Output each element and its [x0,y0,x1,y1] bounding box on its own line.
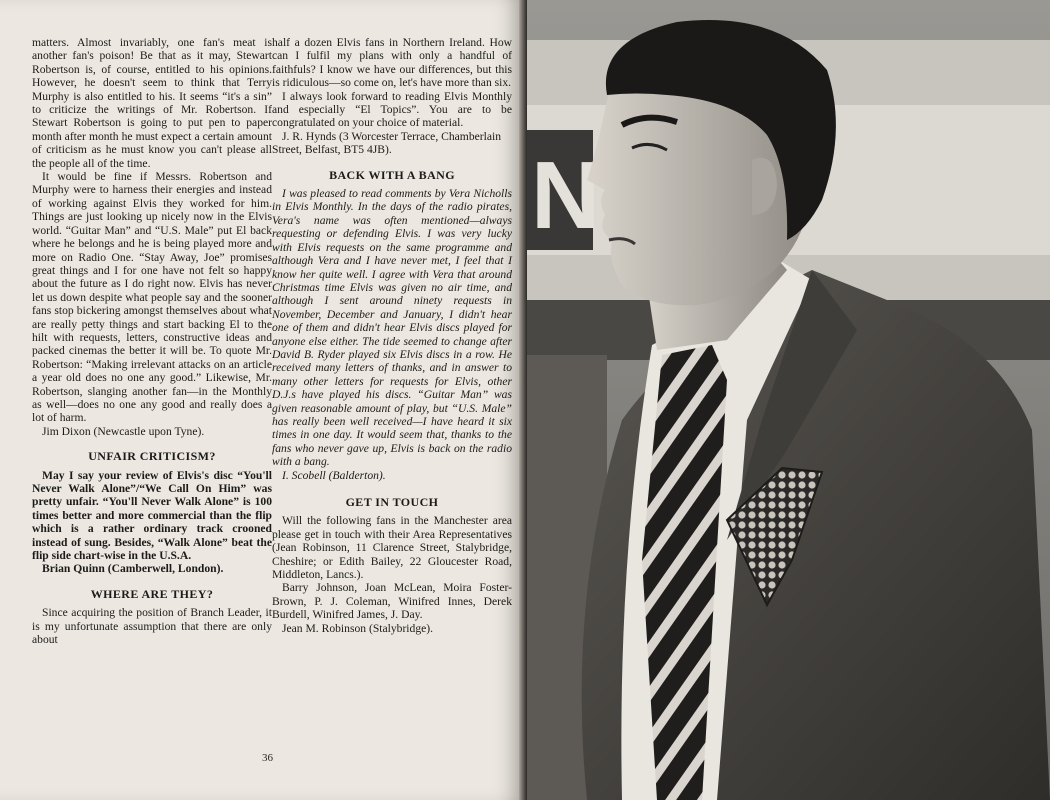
where-are-they-text-cont: half a dozen Elvis fans in Northern Ireland. How can I fulfil my plans with only a handful of faithfuls? I know we have our differences, but this is ridiculous—so come on, let's have more than six. [272,36,512,90]
page-gutter [519,0,527,800]
column-left [32,36,272,646]
opening-signature: Jim Dixon (Newcastle upon Tyne). [42,424,205,438]
photo-page [527,0,1050,800]
back-with-a-bang-signature: I. Scobell (Balderton). [282,468,386,482]
where-are-they-para-2: I always look forward to reading Elvis Monthly and especially “El Topics”. You are to be congratulated on your choice of material. [272,89,512,130]
get-in-touch-heading: GET IN TOUCH [345,495,439,509]
get-in-touch-para-1: Will the following fans in the Manchester area please get in touch with their Area Representatives (Jean Robinson, 11 Clarence Street, Stalybridge, Cheshire; or Edith Bailey, 22 Gloucester Road, Middleton, Lancs.). [272,514,512,582]
back-with-a-bang-heading: BACK WITH A BANG [329,167,455,182]
unfair-criticism-heading: UNFAIR CRITICISM? [88,449,216,464]
page-number: 36 [262,752,273,764]
unfair-criticism-signature: Brian Quinn (Camberwell, London). [42,562,224,576]
where-are-they-heading: WHERE ARE THEY? [90,586,214,601]
where-are-they-signature: J. R. Hynds (3 Worcester Terrace, Chamberlain Street, Belfast, BT5 4JB). [272,129,502,157]
column-right [272,36,512,635]
where-are-they-text-start: Since acquiring the position of Branch Leader, it is my unfortunate assumption that there are only about [32,606,272,647]
text-page [0,0,522,800]
sign-letter: N [531,142,601,249]
unfair-criticism-body: May I say your review of Elvis's disc “You'll Never Walk Alone”/“We Call On Him” was pretty unfair. “You'll Never Walk Alone” is 100 times better and more commercial than the flip which is a rather ordinary track crooned instead of sung. Besides, “Walk Alone” beat the flip side chart-wise in the U.S.A. [32,468,272,563]
opening-para-2: It would be fine if Messrs. Robertson and Murphy were to harness their energies and instead of working against Elvis they worked for him. Things are just looking up nicely now in the Elvis world. “Guitar Man” and “U.S. Male” put El back where he belongs and he is being played more and more on Radio One. “Stay Away, Joe” promises great things and I for one have not felt so happy about the future as I do right now. Elvis has never let us down despite what people say and the sooner fans stop bickering amongst themselves about what are really petty things and start backing El to the hilt with requests, letters, constructive ideas and packed cinemas the better it will be. To quote Mr. Robertson: “Making irrelevant attacks on an article a year old does no one any good.” Likewise, Mr. Robertson, slanging another fan—in the Monthly as well—does no one any good and really does a lot of harm. [32,170,272,425]
get-in-touch-signature: Jean M. Robinson (Stalybridge). [282,621,434,635]
get-in-touch-para-2: Barry Johnson, Joan McLean, Moira Foster-Brown, P. J. Coleman, Winifred Innes, Derek Burdell, Winifred James, J. Day. [272,581,512,622]
opening-para-1: matters. Almost invariably, one fan's meat is another fan's poison! Be that as it may, Stewart Robertson is, of course, entitled to his opinions. However, he doesn't seem to think that Terry Murphy is also entitled to his. It seems “it's a sin” to criticize the writings of Mr. Robertson. If Stewart Robertson is going to put pen to paper month after month he must expect a certain amount of criticism as he must know you can't please all the people all of the time. [32,36,272,170]
back-with-a-bang-body: I was pleased to read comments by Vera Nicholls in Elvis Monthly. In the days of the radio pirates, Vera's name was often mentioned—always requesting or defending Elvis. I was very lucky with Elvis requests on the same programme and although Vera and I have never met, I feel that I know her quite well. I agree with Vera that around Christmas time Elvis was given no air time, and although I sent around ninety requests in November, December and January, I didn't hear one of them and didn't hear Elvis discs played for anyone else either. The tide seemed to change after David B. Ryder played six Elvis discs in a row. He received many letters of thanks, and in answer to many other letters for requests for Elvis, other D.J.s have played his discs. “Guitar Man” was given reasonable amount of play, but “U.S. Male” has really been well received—I have heard it six times in one day. It would seem that, thanks to the fans who never gave up, Elvis is back on the radio with a bang. [272,187,512,469]
elvis-photo [527,0,1050,800]
